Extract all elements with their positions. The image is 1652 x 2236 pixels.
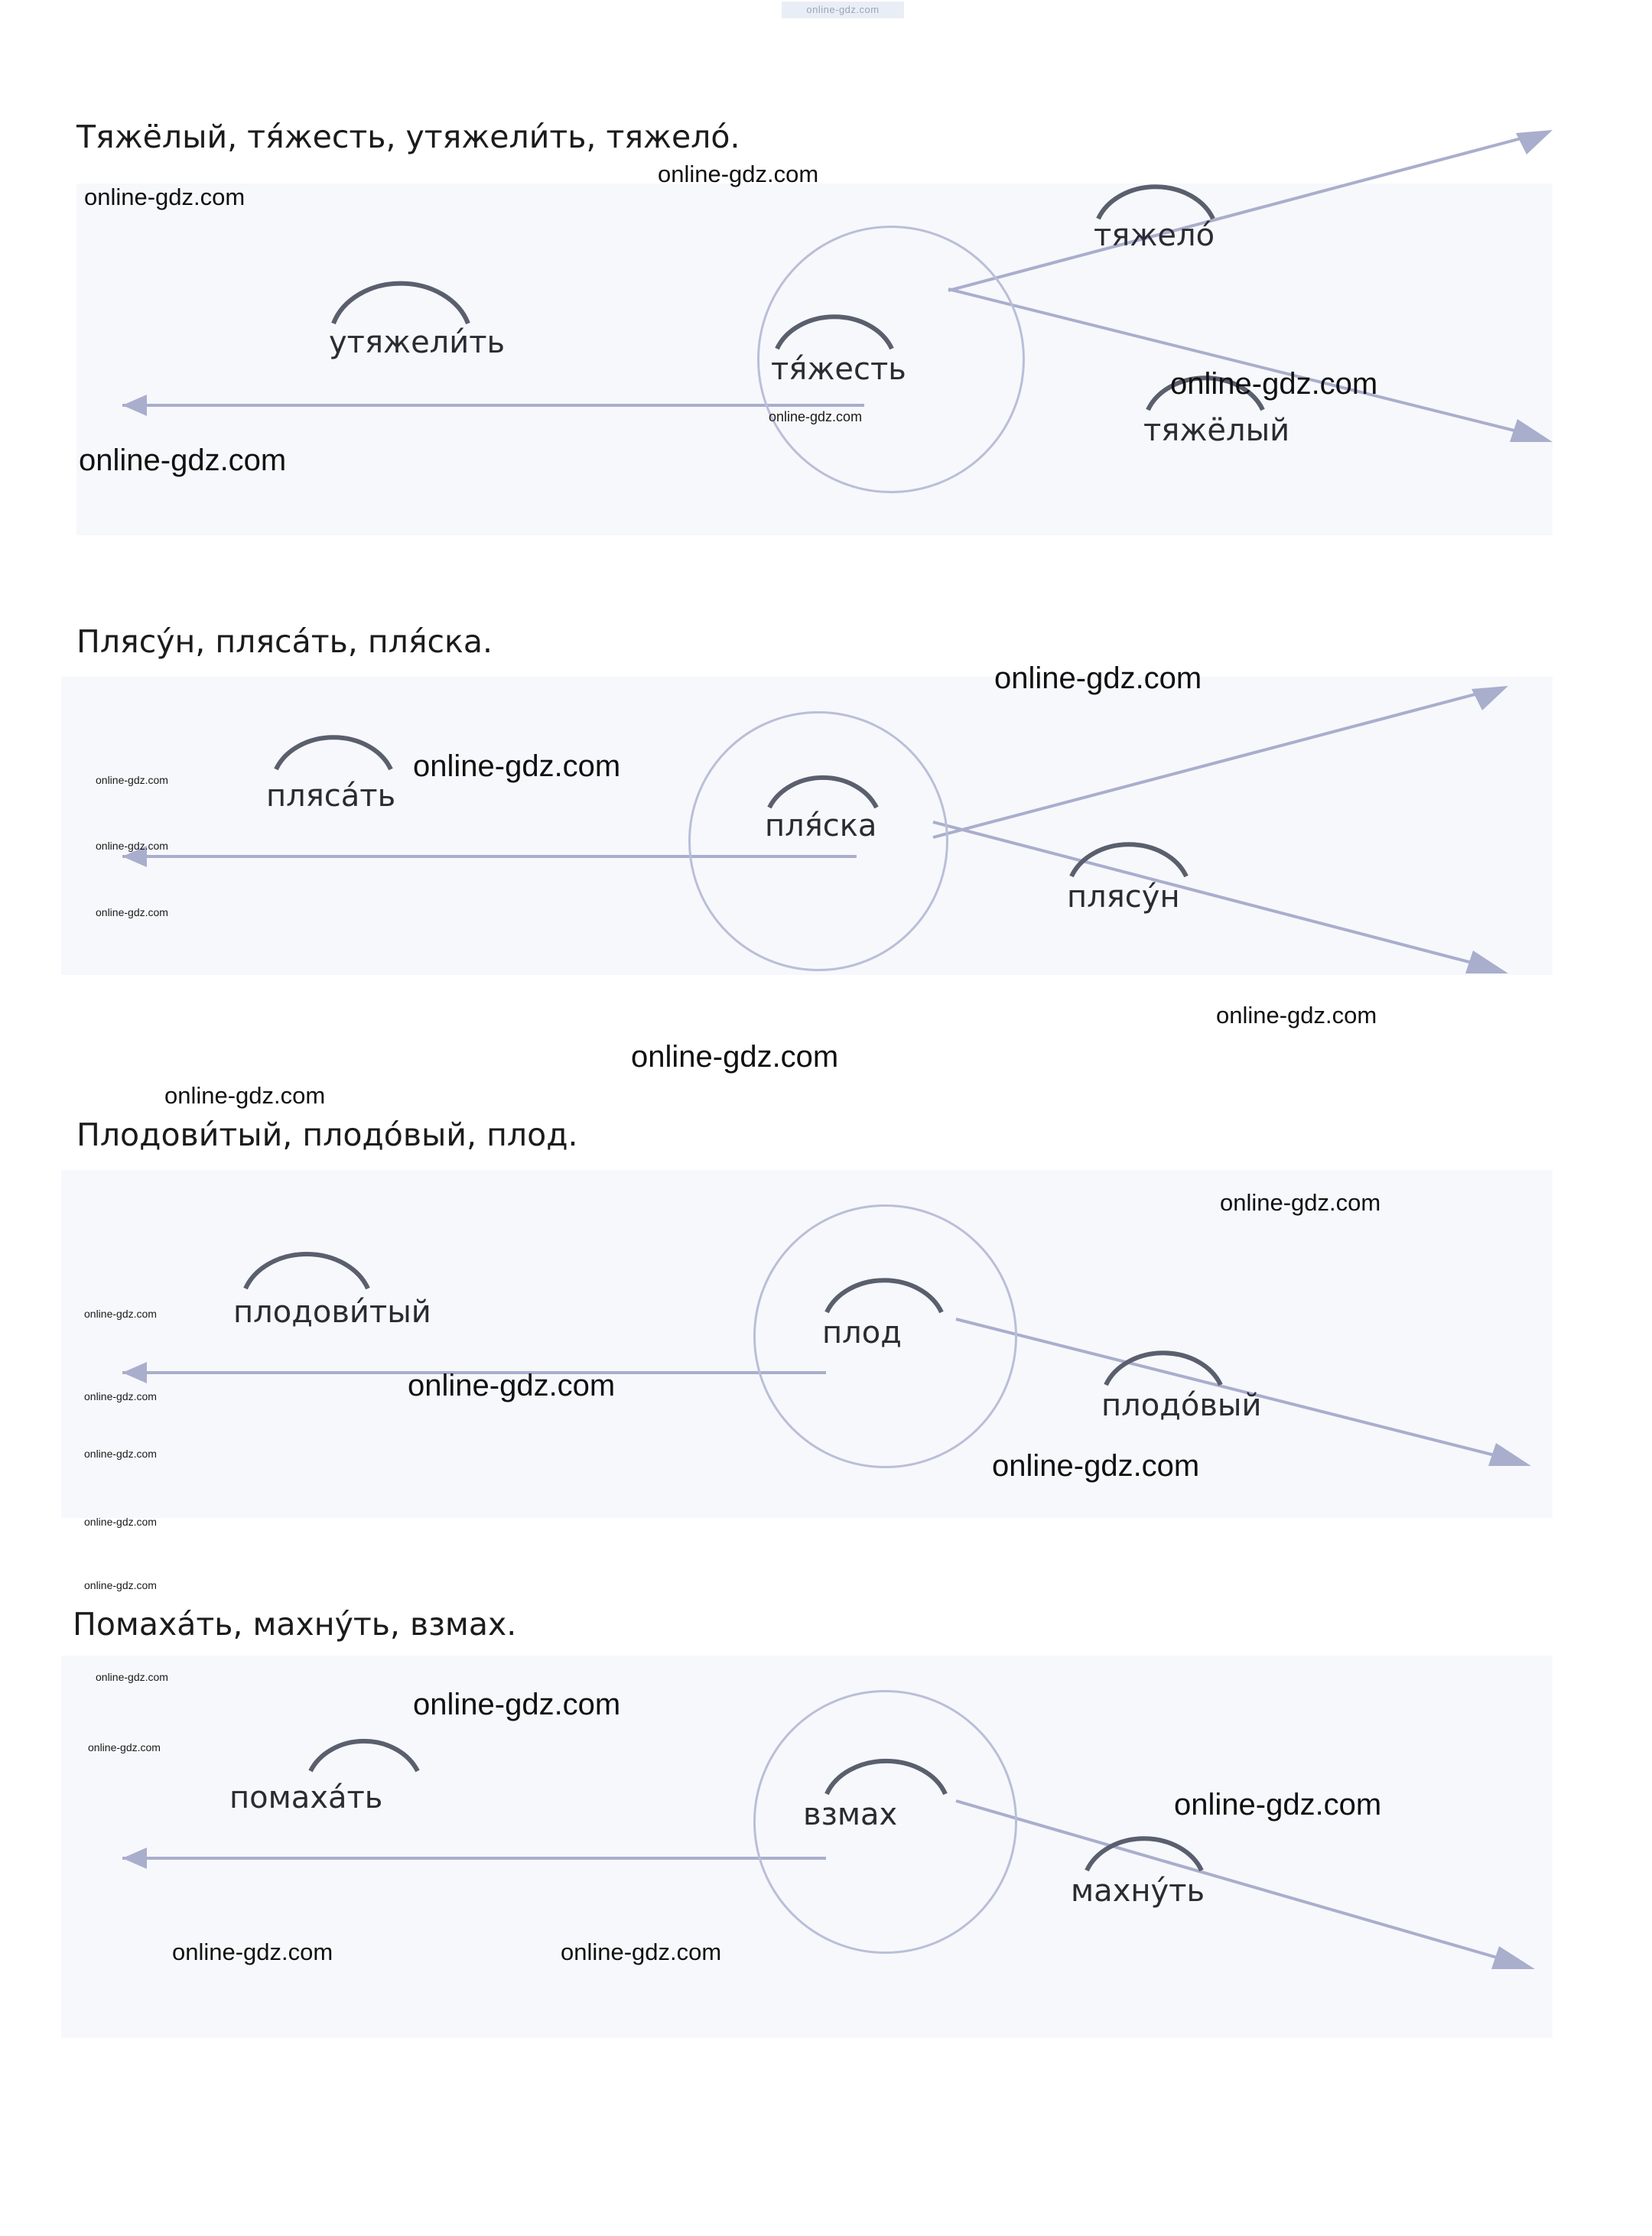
watermark: online-gdz.com: [79, 444, 287, 477]
word-left-3: плодови́тый: [233, 1295, 431, 1330]
watermark: online-gdz.com: [992, 1449, 1200, 1483]
root-arc-left-4: [306, 1721, 428, 1774]
watermark: online-gdz.com: [84, 1579, 157, 1591]
watermark: online-gdz.com: [88, 1741, 161, 1753]
word-right-top-1: тяжело́: [1094, 218, 1215, 253]
watermark: online-gdz.com: [408, 1369, 616, 1402]
section-2-content: [0, 661, 1652, 1029]
word-right-bottom-2: плясу́н: [1067, 879, 1180, 915]
root-arc-left-2: [272, 719, 402, 772]
section-1-heading: Тяжёлый, тя́жесть, утяжели́ть, тяжело́.: [76, 119, 740, 155]
watermark: online-gdz.com: [631, 1040, 839, 1074]
root-arc-center-3: [822, 1262, 952, 1315]
watermark: online-gdz.com: [1216, 1002, 1377, 1029]
word-center-4: взмах: [803, 1797, 898, 1832]
watermark: online-gdz.com: [84, 1390, 157, 1402]
arrow-right-bottom-2: [918, 799, 1530, 998]
section-4-heading: Помаха́ть, махну́ть, взмах.: [73, 1606, 517, 1643]
root-arc-right-top-1: [1094, 168, 1224, 222]
root-arc-left-3: [241, 1235, 379, 1292]
watermark: online-gdz.com: [164, 1082, 326, 1109]
section-3: [0, 1071, 1652, 1606]
word-right-bottom-1: тяжёлый: [1143, 413, 1290, 448]
watermark: online-gdz.com: [84, 1448, 157, 1460]
word-right-bottom-3: плодо́вый: [1101, 1388, 1262, 1423]
top-watermark: online-gdz.com: [782, 2, 904, 18]
watermark: online-gdz.com: [658, 161, 819, 187]
word-center-2: пля́ска: [765, 808, 877, 843]
section-4: [0, 1560, 1652, 2095]
watermark: online-gdz.com: [413, 1688, 621, 1721]
watermark: online-gdz.com: [96, 774, 168, 786]
root-arc-right-4: [1082, 1820, 1212, 1874]
watermark: online-gdz.com: [561, 1939, 722, 1965]
watermark: online-gdz.com: [84, 1516, 157, 1528]
watermark: online-gdz.com: [1170, 367, 1378, 401]
section-3-content: [0, 1170, 1652, 1528]
root-arc-left-1: [329, 264, 482, 325]
word-left-2: пляса́ть: [266, 778, 396, 814]
root-arc-right-3: [1101, 1334, 1231, 1388]
watermark: online-gdz.com: [96, 1671, 168, 1683]
section-4-content: [0, 1656, 1652, 2038]
word-right-bottom-4: махну́ть: [1071, 1874, 1205, 1909]
watermark: online-gdz.com: [84, 184, 246, 210]
watermark: online-gdz.com: [96, 840, 168, 852]
watermark: online-gdz.com: [994, 661, 1202, 695]
root-arc-center-4: [822, 1744, 956, 1797]
root-arc-right-2: [1067, 826, 1197, 879]
arrow-left-4: [61, 1843, 872, 1874]
word-left-4: помаха́ть: [229, 1780, 383, 1815]
watermark: online-gdz.com: [96, 906, 168, 918]
watermark: online-gdz.com: [1174, 1788, 1382, 1822]
watermark: online-gdz.com: [769, 409, 863, 424]
watermark: online-gdz.com: [413, 749, 621, 783]
section-1: [0, 0, 1652, 551]
word-center-1: тя́жесть: [771, 352, 906, 387]
word-left-1: утяжели́ть: [329, 325, 506, 360]
section-1-diagram: [76, 161, 1553, 535]
section-2: [0, 581, 1652, 1116]
watermark: online-gdz.com: [84, 1308, 157, 1320]
root-arc-center-2: [765, 757, 887, 811]
watermark: online-gdz.com: [172, 1939, 333, 1965]
watermark: online-gdz.com: [1220, 1189, 1381, 1216]
word-center-3: плод: [822, 1315, 902, 1350]
section-3-heading: Плодови́тый, плодо́вый, плод.: [76, 1116, 578, 1153]
root-arc-center-1: [772, 298, 902, 352]
section-2-heading: Плясу́н, пляса́ть, пля́ска.: [76, 623, 493, 660]
